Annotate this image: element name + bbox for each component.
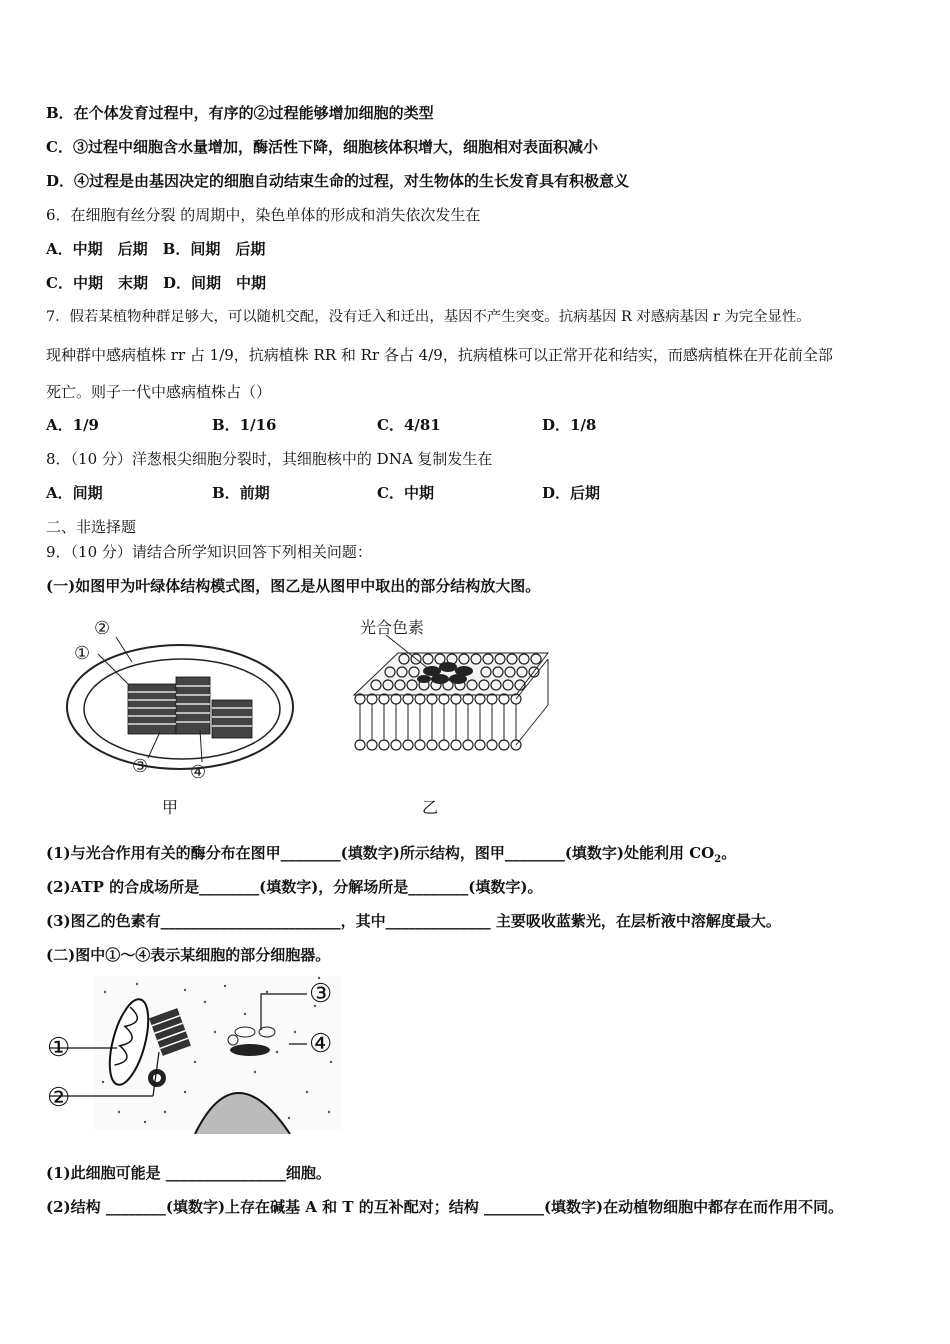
q7-option-b: B．1/16 — [212, 416, 277, 434]
q7-option-d: D．1/8 — [542, 416, 597, 434]
organelle-label-4: ④ — [309, 1029, 333, 1059]
q9-part1-q1-end: 。 — [721, 844, 737, 862]
chloroplast-diagram — [60, 612, 310, 787]
q9-part2-q1: (1)此细胞可能是 ________________细胞。 — [46, 1164, 331, 1182]
q5-option-d: D．④过程是由基因决定的细胞自动结束生命的过程，对生物体的生长发育具有积极意义 — [46, 172, 630, 190]
q7-stem-line2: 现种群中感病植株 rr 占 1/9，抗病植株 RR 和 Rr 各占 4/9，抗病植株可以正常开花和结实，而感病植株在开花前全部 — [46, 346, 833, 364]
section-heading: 二、非选择题 — [46, 518, 137, 536]
q9-stem: 9．（10 分）请结合所学知识回答下列相关问题： — [46, 543, 372, 561]
chloroplast-label-3: ③ — [132, 756, 149, 777]
q9-part2-q2: (2)结构 ________(填数字)上存在碱基 A 和 T 的互补配对；结构 ________(填数字)在动植物细胞中都存在而作用不同。 — [46, 1198, 844, 1216]
q8-option-c: C．中期 — [377, 484, 434, 502]
q9-part1-q1 — [46, 843, 736, 870]
chloroplast-label-4: ④ — [190, 762, 207, 783]
q9-part1-intro: (一)如图甲为叶绿体结构模式图，图乙是从图甲中取出的部分结构放大图。 — [46, 577, 541, 595]
organelle-label-2: ② — [47, 1083, 71, 1113]
q6-stem: 6．在细胞有丝分裂 的周期中，染色单体的形成和消失依次发生在 — [46, 206, 481, 224]
figure-yi-caption: 乙 — [422, 798, 439, 817]
figure-jia-caption: 甲 — [162, 798, 179, 817]
q7-option-a: A．1/9 — [46, 416, 99, 434]
q5-option-b: B．在个体发育过程中，有序的②过程能够增加细胞的类型 — [46, 104, 434, 122]
q9-part2-intro: (二)图中①～④表示某细胞的部分细胞器。 — [46, 946, 331, 964]
co2-subscript: 2 — [714, 854, 722, 865]
q6-options-row1: A．中期 后期 B．间期 后期 — [46, 240, 266, 258]
chloroplast-label-1: ① — [74, 643, 91, 664]
q7-stem-line1: 7．假若某植物种群足够大，可以随机交配，没有迁入和迁出，基因不产生突变。抗病基因 R 对感病基因 r 为完全显性。 — [46, 309, 811, 325]
q7-stem-line3: 死亡。则子一代中感病植株占（） — [46, 383, 272, 401]
q9-part1-q3: (3)图乙的色素有________________________，其中______________ 主要吸收蓝紫光，在层析液中溶解度最大。 — [46, 912, 781, 930]
q8-stem: 8．（10 分）洋葱根尖细胞分裂时，其细胞核中的 DNA 复制发生在 — [46, 450, 493, 468]
q8-option-b: B．前期 — [212, 484, 270, 502]
q9-part1-q1-text: (1)与光合作用有关的酶分布在图甲________(填数字)所示结构，图甲________(填数字)处能利用 CO — [46, 844, 715, 862]
organelles-diagram — [45, 972, 345, 1134]
chloroplast-label-2: ② — [94, 618, 111, 639]
pigment-label: 光合色素 — [360, 618, 425, 637]
organelle-label-1: ① — [47, 1033, 71, 1063]
thylakoid-membrane-diagram — [340, 615, 555, 765]
q7-option-c: C．4/81 — [377, 416, 441, 434]
q5-option-c: C．③过程中细胞含水量增加，酶活性下降，细胞核体积增大，细胞相对表面积减小 — [46, 138, 598, 156]
q8-option-d: D．后期 — [542, 484, 601, 502]
q9-part1-q2: (2)ATP 的合成场所是________(填数字)，分解场所是________(填数字)。 — [46, 878, 543, 896]
organelle-label-3: ③ — [309, 979, 333, 1009]
q6-options-row2: C．中期 末期 D．间期 中期 — [46, 274, 266, 292]
q8-option-a: A．间期 — [46, 484, 103, 502]
